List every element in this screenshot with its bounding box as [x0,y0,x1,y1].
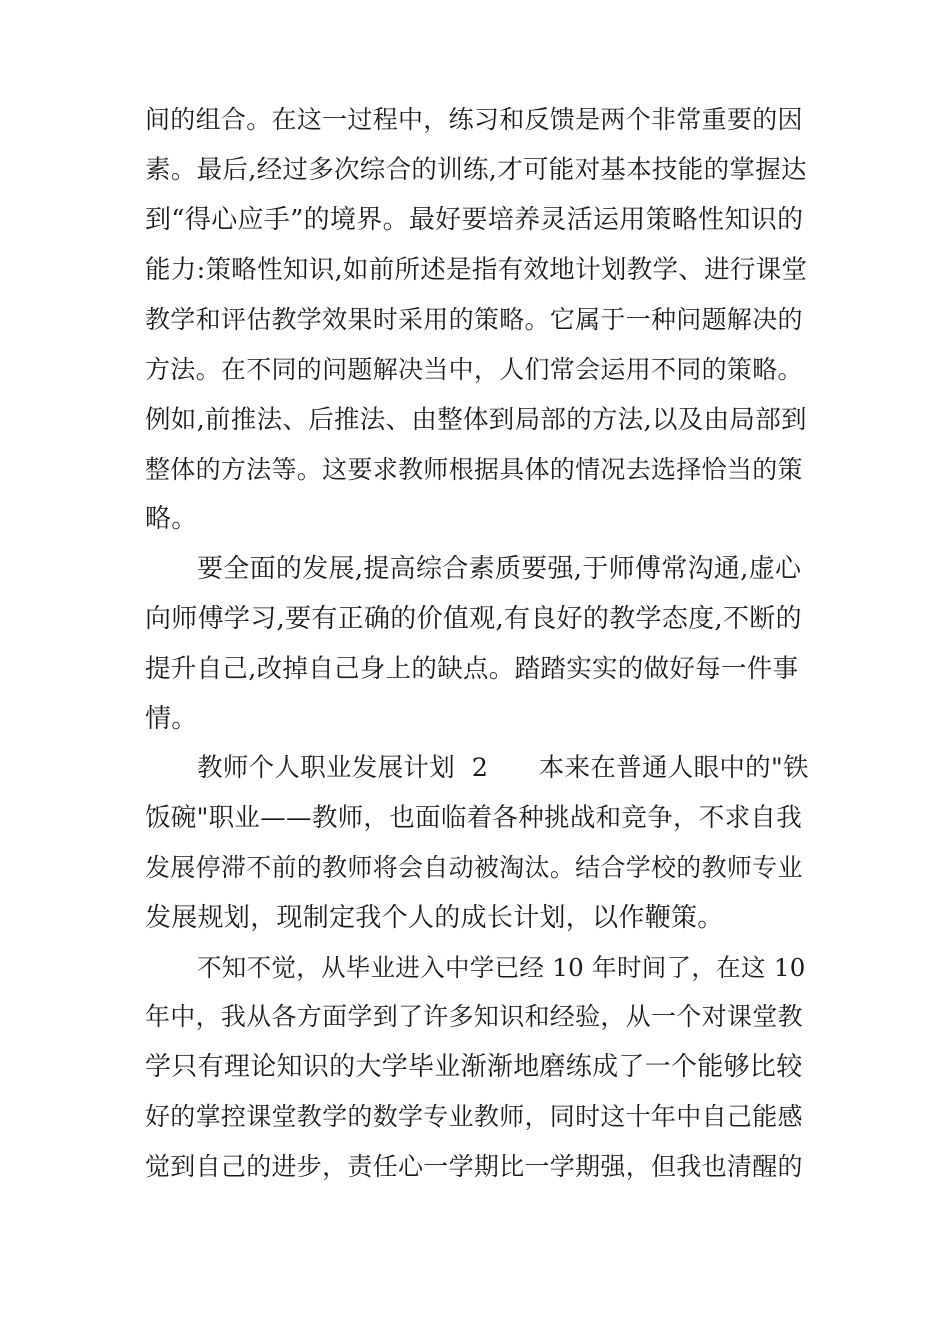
text-line: 提升自己,改掉自己身上的缺点。踏踏实实的做好每一件事 [145,654,799,684]
text-line: 发展规划，现制定我个人的成长计划，以作鞭策。 [145,903,724,933]
text-line: 年中，我从各方面学到了许多知识和经验，从一个对课堂教 [145,1002,803,1031]
text-line: 不知不觉，从毕业进入中学已经 10 年时间了，在这 10 [197,953,806,982]
text-line: 好的掌控课堂教学的数学专业教师，同时这十年中自己能感 [145,1102,803,1131]
text-line: 饭碗"职业——教师，也面临着各种挑战和竞争，不求自我 [145,803,803,833]
text-line: 要全面的发展,提高综合素质要强,于师傅常沟通,虚心 [197,554,802,584]
text-line: 情。 [145,704,198,734]
text-line: 例如,前推法、后推法、由整体到局部的方法,以及由局部到 [145,405,807,435]
text-line: 能力:策略性知识,如前所述是指有效地计划教学、进行课堂 [145,255,808,285]
text-line: 略。 [145,504,198,534]
text-line: 素。最后,经过多次综合的训练,才可能对基本技能的掌握达 [145,155,807,185]
text-line: 整体的方法等。这要求教师根据具体的情况去选择恰当的策 [145,455,803,484]
text-line: 方法。在不同的问题解决当中，人们常会运用不同的策略。 [145,355,803,384]
text-line: 发展停滞不前的教师将会自动被淘汰。结合学校的教师专业 [145,853,803,882]
text-line: 间的组合。在这一过程中，练习和反馈是两个非常重要的因 [145,105,803,134]
text-line: 向师傅学习,要有正确的价值观,有良好的教学态度,不断的 [145,604,802,634]
text-line: 学只有理论知识的大学毕业渐渐地磨练成了一个能够比较 [145,1052,803,1082]
text-line: 到“得心应手”的境界。最好要培养灵活运用策略性知识的 [145,205,804,235]
text-line: 教学和评估教学效果时采用的策略。它属于一种问题解决的 [145,305,803,334]
text-line: 教师个人职业发展计划 2 本来在普通人眼中的"铁 [197,753,809,783]
text-line: 觉到自己的进步，责任心一学期比一学期强，但我也清醒的 [145,1152,803,1181]
